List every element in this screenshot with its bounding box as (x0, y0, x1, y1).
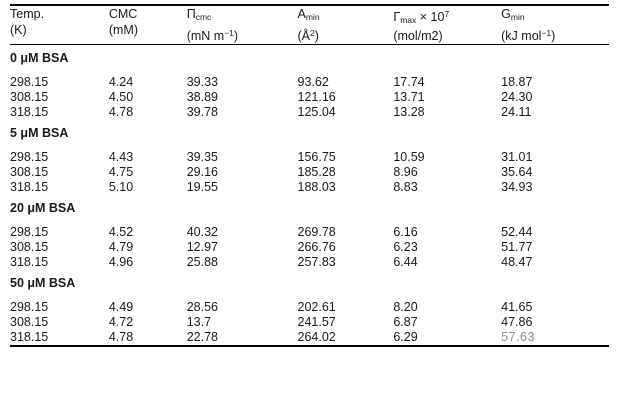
cell-temp: 298.15 (10, 74, 49, 89)
table-row (10, 240, 609, 255)
column-header-a-min-line2: $(Å^2)$ (297, 28, 319, 43)
cell-pi-cmc: 25.88 (186, 254, 218, 269)
cell-a-min: 185.28 (297, 164, 336, 179)
cell-gamma-max: 6.16 (393, 224, 418, 239)
cell-gamma-max: 8.83 (393, 179, 418, 194)
column-header-temp (10, 6, 109, 44)
cell-gamma-max: 17.74 (393, 74, 425, 89)
group-label: 0 μM BSA (10, 50, 69, 65)
cell-a-min: 125.04 (297, 104, 336, 119)
cell-temp: 318.15 (10, 104, 49, 119)
table-row (10, 315, 609, 330)
cell-pi-cmc: 12.97 (186, 239, 218, 254)
cell-pi-cmc: 39.33 (186, 74, 218, 89)
cell-temp: 318.15 (10, 254, 49, 269)
column-header-pi-cmc (187, 6, 298, 44)
cell-pi-cmc: 22.78 (186, 329, 218, 344)
cell-temp: 318.15 (10, 329, 49, 344)
table-row (10, 180, 609, 195)
cell-a-min: 257.83 (297, 254, 336, 269)
cell-g-min: 35.64 (501, 164, 533, 179)
cell-g-min: 48.47 (501, 254, 533, 269)
table-header (10, 6, 609, 44)
cell-pi-cmc: 29.16 (186, 164, 218, 179)
table-row (10, 165, 609, 180)
column-header-a-min-line1: $A_{min}$ (297, 7, 320, 23)
cell-g-min: 24.30 (501, 89, 533, 104)
cell-temp: 318.15 (10, 179, 49, 194)
cell-g-min: 41.65 (501, 299, 533, 314)
group-header-row (10, 195, 609, 220)
column-header-cmc-line2: (mM) (108, 23, 138, 37)
cell-g-min: 52.44 (501, 224, 533, 239)
column-header-temp-line1: Temp. (10, 7, 45, 21)
cell-temp: 298.15 (10, 149, 49, 164)
cell-gamma-max: 13.28 (393, 104, 425, 119)
column-header-g-min-line1: $G_{min}$ (501, 7, 525, 23)
cell-cmc: 5.10 (108, 179, 134, 194)
cell-pi-cmc: 39.78 (186, 104, 218, 119)
cell-pi-cmc: 13.7 (186, 314, 212, 329)
cell-temp: 298.15 (10, 224, 49, 239)
cell-cmc: 4.24 (108, 74, 134, 89)
table-bottom-rule (10, 345, 609, 347)
column-header-g-min (501, 6, 609, 44)
cell-gamma-max: 8.96 (393, 164, 418, 179)
table-sheet (0, 4, 619, 420)
cell-g-min: 47.86 (501, 314, 533, 329)
cell-cmc: 4.78 (108, 104, 134, 119)
cell-g-min: 34.93 (501, 179, 533, 194)
cell-g-min: 51.77 (501, 239, 533, 254)
cell-cmc: 4.43 (108, 149, 134, 164)
parameters-table-body (10, 45, 609, 345)
group-header-row (10, 45, 609, 70)
cell-a-min: 241.57 (297, 314, 336, 329)
cell-pi-cmc: 28.56 (186, 299, 218, 314)
column-header-cmc (109, 6, 187, 44)
cell-cmc: 4.72 (108, 314, 134, 329)
cell-pi-cmc: 39.35 (186, 149, 218, 164)
column-header-g-min-line2: (kJ mol$^{-1}$) (501, 28, 556, 43)
cell-cmc: 4.50 (108, 89, 134, 104)
cell-gamma-max: 6.29 (393, 329, 418, 344)
table-row (10, 295, 609, 315)
column-header-gamma-max-line1: $\Gamma_{max} \times 10^7$ (393, 9, 450, 25)
table-row (10, 70, 609, 90)
column-header-pi-cmc-line1: $\Pi_{cmc}$ (186, 7, 212, 23)
cell-temp: 298.15 (10, 299, 49, 314)
cell-cmc: 4.96 (108, 254, 134, 269)
cell-a-min: 266.76 (297, 239, 336, 254)
cell-temp: 308.15 (10, 164, 49, 179)
cell-gamma-max: 8.20 (393, 299, 418, 314)
cell-g-min: 24.11 (501, 104, 532, 119)
group-header-row (10, 270, 609, 295)
cell-cmc: 4.75 (108, 164, 134, 179)
cell-a-min: 121.16 (297, 89, 336, 104)
cell-g-min: 57.63 (501, 329, 535, 344)
cell-pi-cmc: 40.32 (186, 224, 218, 239)
table-row (10, 90, 609, 105)
cell-gamma-max: 6.23 (393, 239, 418, 254)
cell-a-min: 156.75 (297, 149, 336, 164)
group-label: 5 μM BSA (10, 125, 69, 140)
cell-temp: 308.15 (10, 89, 49, 104)
cell-a-min: 269.78 (297, 224, 336, 239)
group-label: 50 μM BSA (10, 275, 76, 290)
table-row (10, 255, 609, 270)
cell-temp: 308.15 (10, 314, 49, 329)
column-header-pi-cmc-line2: (mN $m^{-1}$) (186, 28, 239, 43)
cell-cmc: 4.78 (108, 329, 134, 344)
table-row (10, 145, 609, 165)
table-row (10, 105, 609, 120)
table-row (10, 330, 609, 345)
cell-a-min: 93.62 (297, 74, 329, 89)
cell-a-min: 264.02 (297, 329, 336, 344)
group-header-row (10, 120, 609, 145)
column-header-gamma-max-line2: (mol/m2) (393, 28, 443, 43)
table-body (10, 45, 609, 345)
cell-cmc: 4.79 (108, 239, 134, 254)
cell-gamma-max: 13.71 (393, 89, 425, 104)
group-label: 20 μM BSA (10, 200, 76, 215)
cell-g-min: 31.01 (501, 149, 533, 164)
cell-gamma-max: 10.59 (393, 149, 425, 164)
cell-cmc: 4.52 (108, 224, 134, 239)
cell-pi-cmc: 19.55 (186, 179, 218, 194)
column-header-temp-line2: (K) (10, 23, 27, 37)
parameters-table (10, 6, 609, 44)
column-header-a-min (298, 6, 394, 44)
cell-a-min: 202.61 (297, 299, 336, 314)
cell-a-min: 188.03 (297, 179, 336, 194)
cell-cmc: 4.49 (108, 299, 134, 314)
column-header-cmc-line1: CMC (108, 7, 138, 21)
header-row (10, 6, 609, 44)
cell-gamma-max: 6.44 (393, 254, 418, 269)
cell-temp: 308.15 (10, 239, 49, 254)
table-row (10, 220, 609, 240)
cell-gamma-max: 6.87 (393, 314, 418, 329)
column-header-gamma-max (393, 6, 501, 44)
cell-pi-cmc: 38.89 (186, 89, 218, 104)
cell-g-min: 18.87 (501, 74, 533, 89)
